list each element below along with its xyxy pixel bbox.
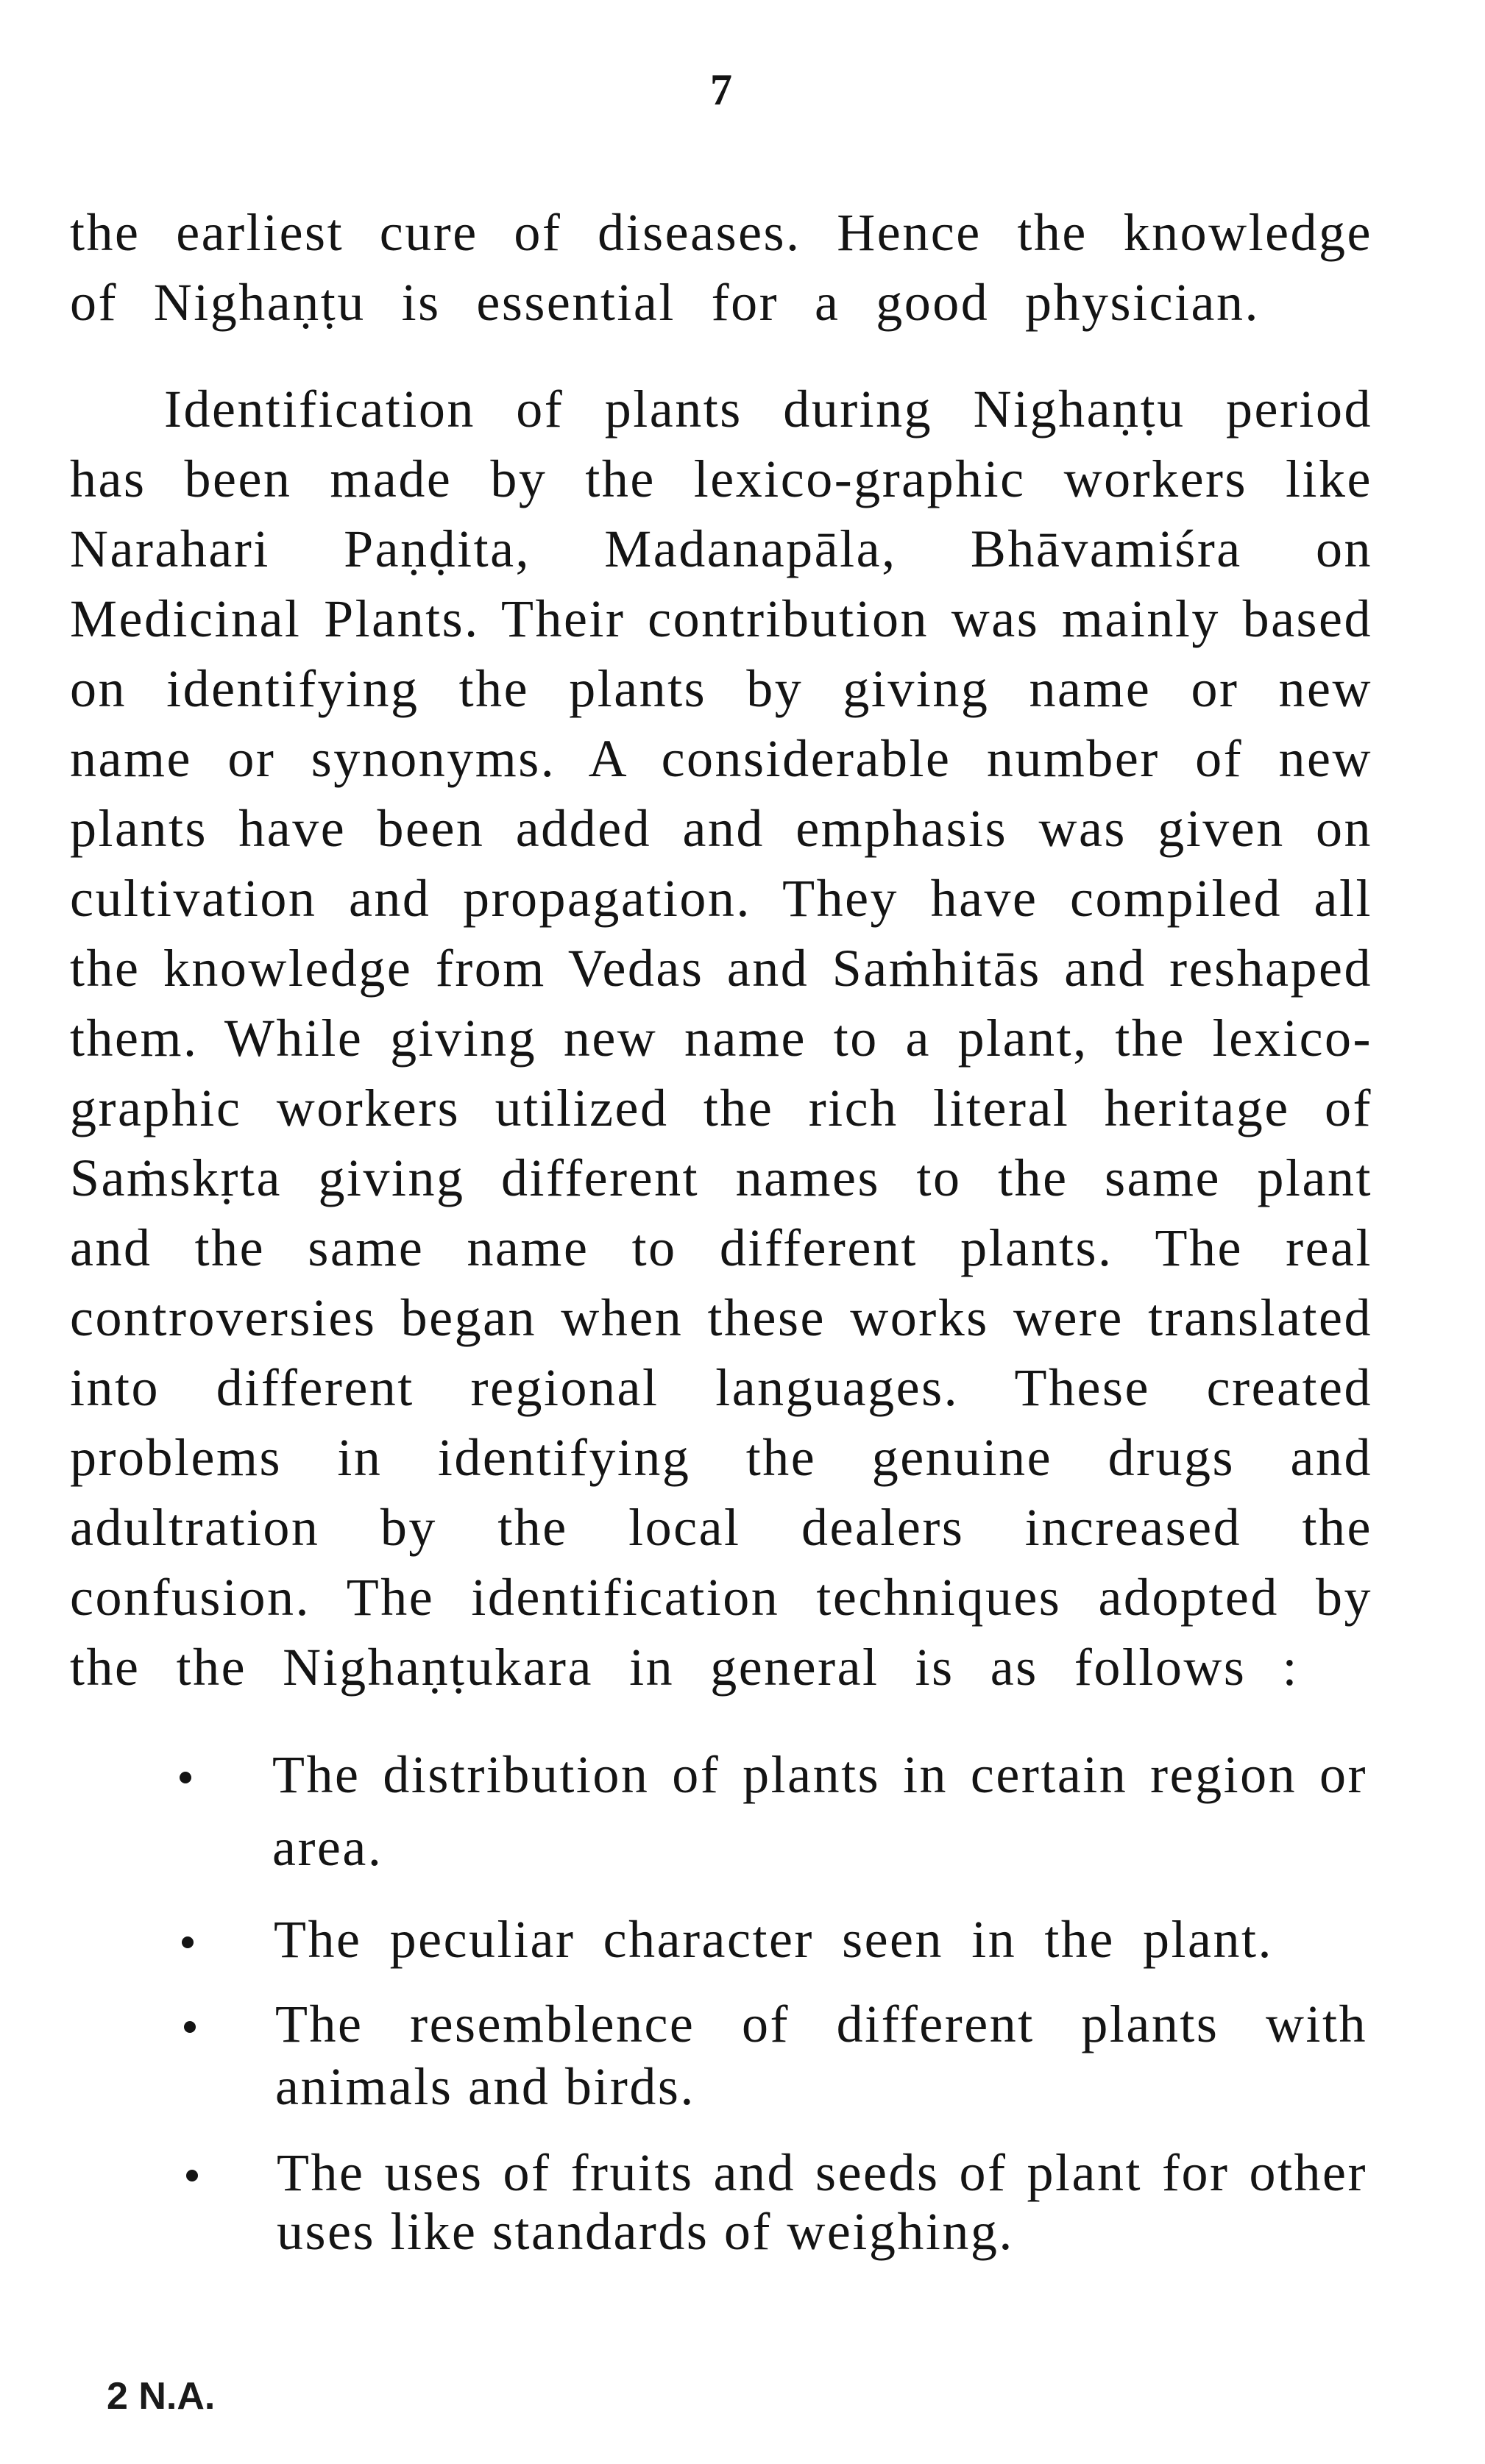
text-line: cultivation and propagation. They have compiled all	[70, 869, 1372, 928]
list-item-line: The peculiar character seen in the plant.	[274, 1910, 1273, 1969]
list-item-line: The uses of fruits and seeds of plant for other	[277, 2143, 1367, 2202]
text-line: on identifying the plants by giving name or new	[70, 659, 1372, 718]
list-item-line: uses like standards of weighing.	[277, 2202, 1014, 2261]
bullet-dot-icon	[180, 1772, 191, 1783]
text-line: problems in identifying the genuine drugs and	[70, 1428, 1372, 1487]
text-line: has been made by the lexico-graphic workers like	[70, 450, 1372, 508]
text-line: Narahari Paṇḍita, Madanapāla, Bhāvamiśra on	[70, 519, 1372, 578]
text-line: Medicinal Plants. Their contribution was mainly based	[70, 589, 1372, 648]
footer-signature-mark: 2 N.A.	[107, 2375, 216, 2418]
bullet-dot-icon	[186, 2170, 198, 2181]
page-number: 7	[710, 65, 732, 114]
text-line: adultration by the local dealers increased the	[70, 1498, 1372, 1557]
text-line: graphic workers utilized the rich literal heritage of	[70, 1079, 1372, 1137]
list-item-line: area.	[272, 1818, 383, 1877]
text-line: Identification of plants during Nighaṇṭu period	[164, 380, 1372, 439]
text-line: the earliest cure of diseases. Hence the knowledge	[70, 203, 1372, 262]
bullet-dot-icon	[184, 2021, 196, 2033]
list-item-line: The resemblence of different plants with	[275, 1995, 1367, 2053]
list-item-line: The distribution of plants in certain region or	[272, 1745, 1367, 1804]
text-line: controversies began when these works were translated	[70, 1288, 1372, 1347]
text-line: confusion. The identification techniques adopted by	[70, 1568, 1372, 1627]
text-line: into different regional languages. These created	[70, 1358, 1372, 1417]
text-line: the the Nighaṇṭukara in general is as follows :	[70, 1638, 1299, 1697]
text-line: them. While giving new name to a plant, the lexico-	[70, 1009, 1372, 1068]
list-item-line: animals and birds.	[275, 2057, 695, 2116]
text-line: and the same name to different plants. The real	[70, 1218, 1372, 1277]
bullet-dot-icon	[182, 1936, 194, 1948]
text-line: Saṁskṛta giving different names to the same plant	[70, 1148, 1372, 1207]
text-line: the knowledge from Vedas and Saṁhitās and reshaped	[70, 939, 1372, 998]
text-line: name or synonyms. A considerable number of new	[70, 729, 1372, 788]
text-line: plants have been added and emphasis was given on	[70, 799, 1372, 858]
text-line: of Nighaṇṭu is essential for a good physician.	[70, 273, 1260, 332]
